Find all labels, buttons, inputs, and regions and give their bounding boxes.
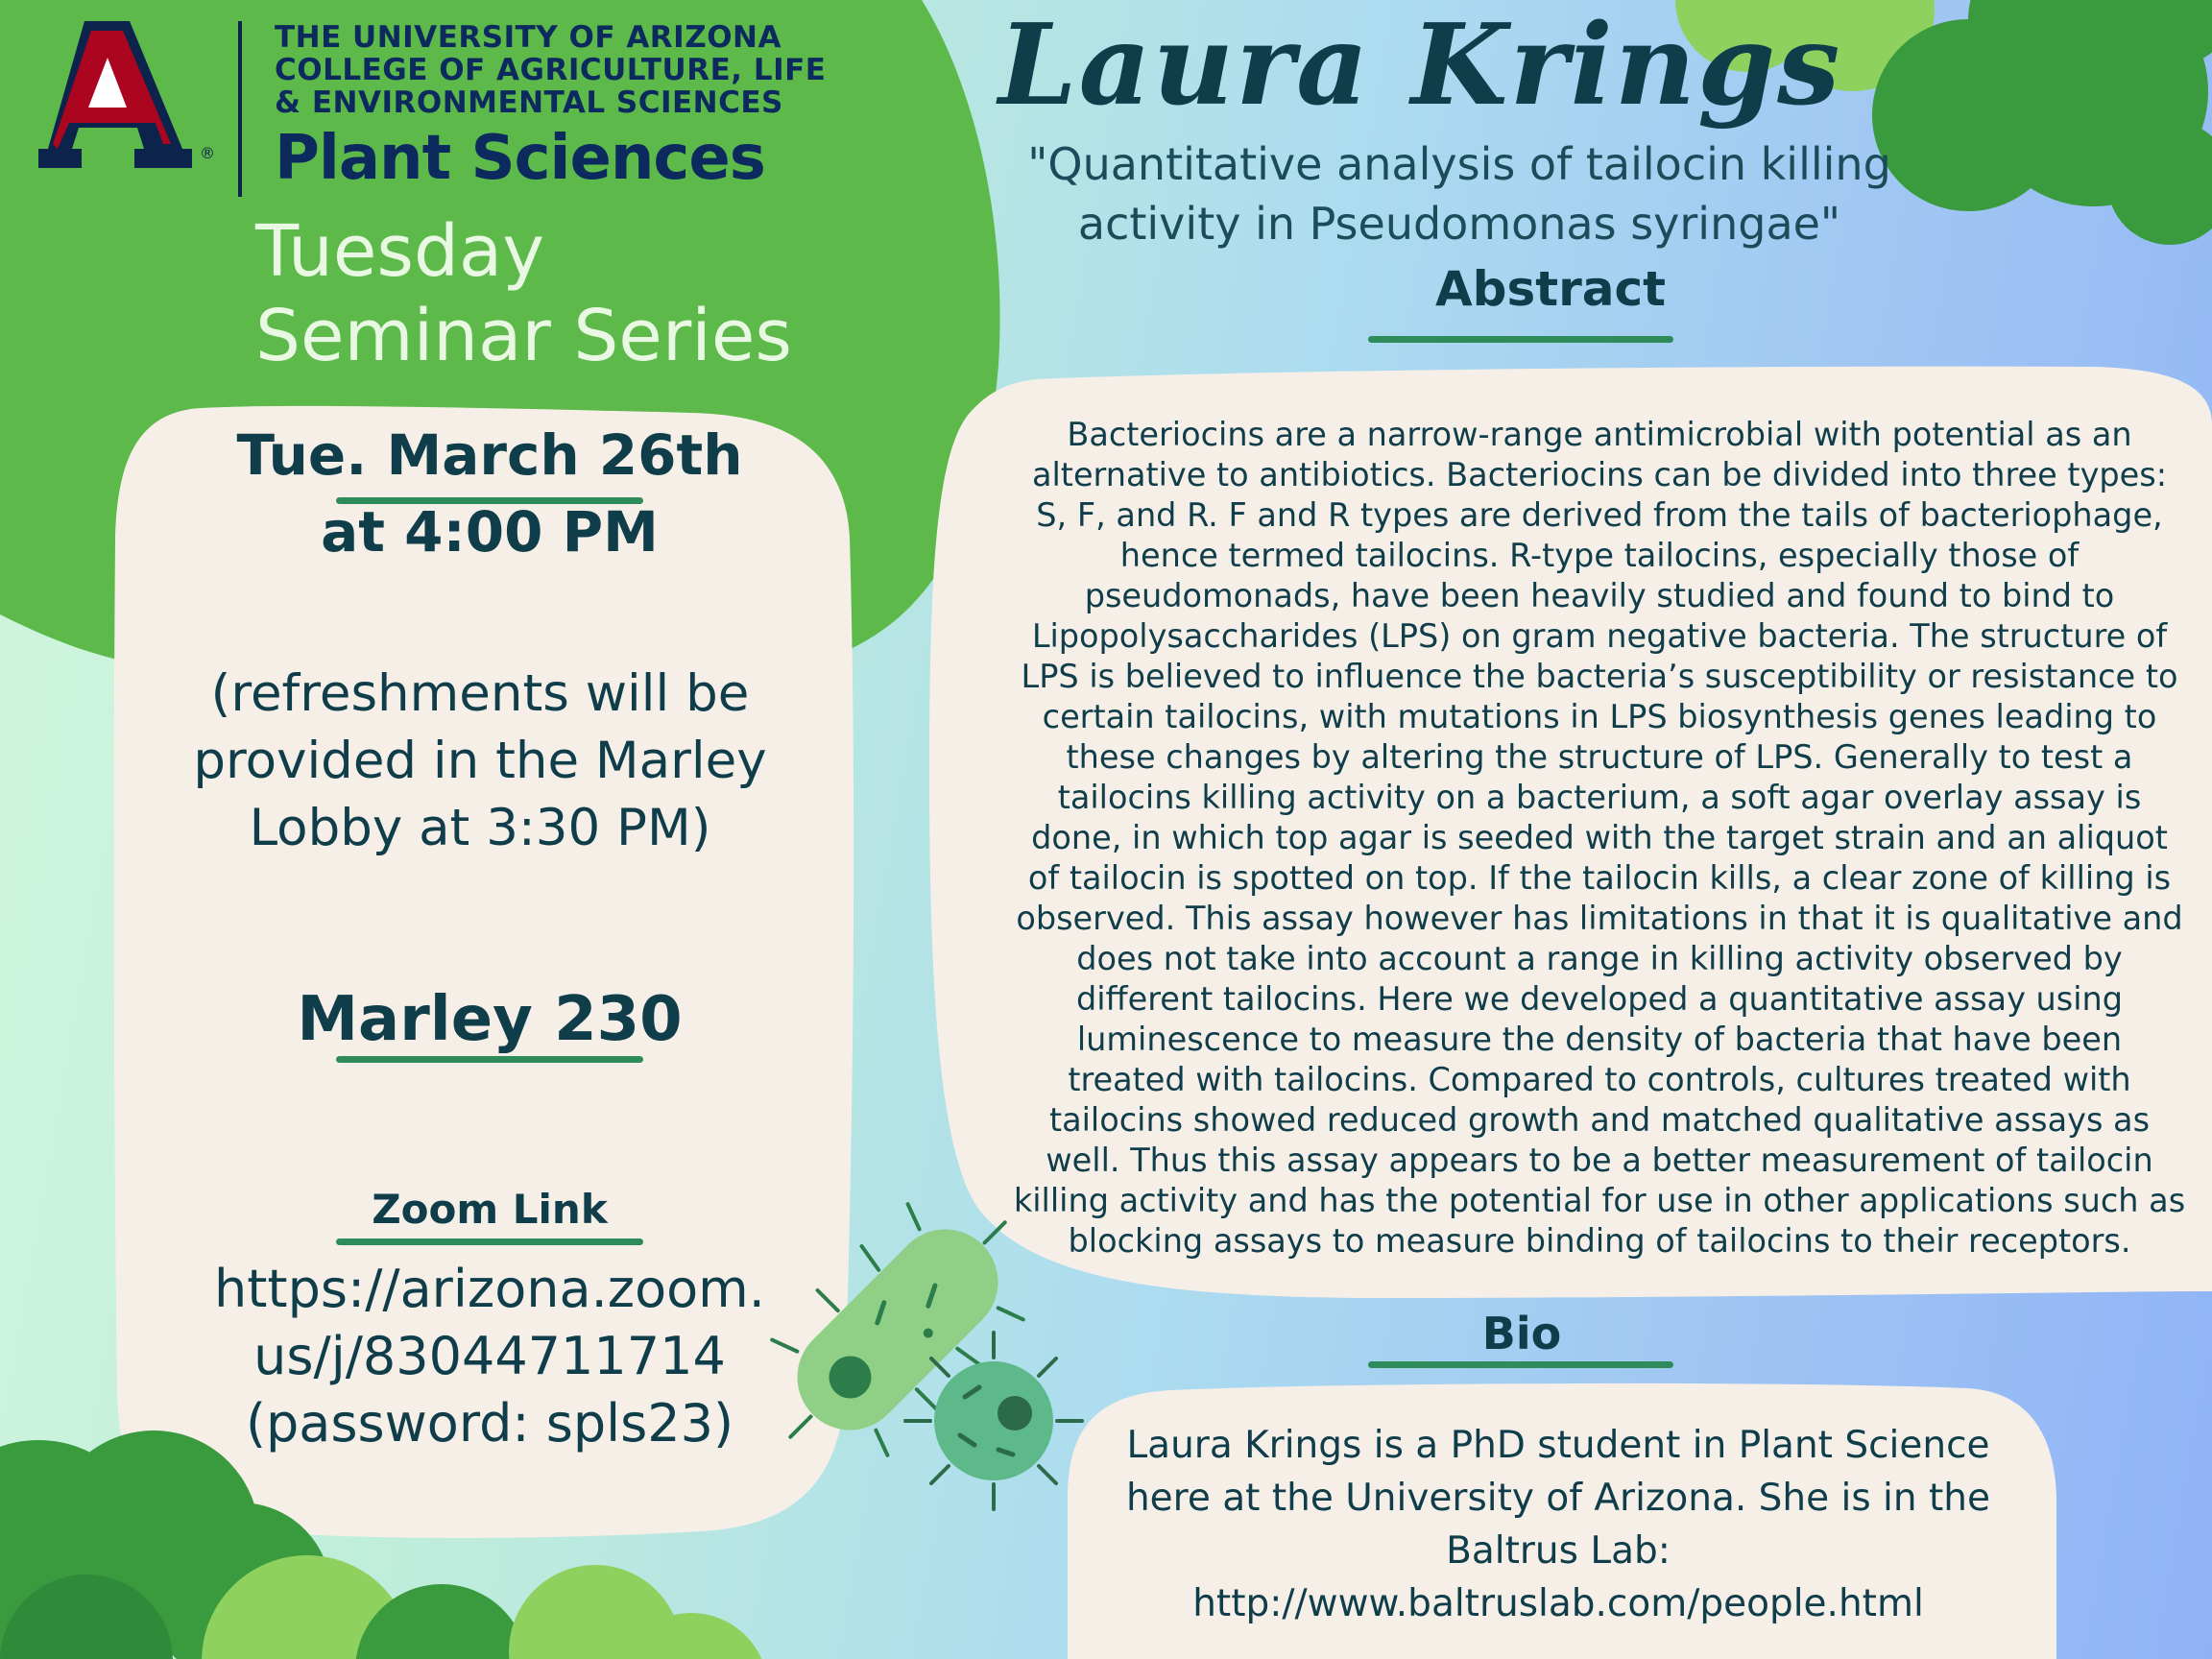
- talk-title: [998, 134, 1920, 253]
- abstract-line: blocking assays to measure binding of tailocins to their receptors.: [1068, 1222, 2131, 1260]
- refreshments-line-1: (refreshments will be: [210, 664, 750, 723]
- series-line-2: Seminar Series: [255, 295, 792, 377]
- abstract-line: S, F, and R. F and R types are derived from the tails of bacteriophage,: [1036, 496, 2163, 534]
- speaker-name: Laura Krings: [998, 0, 1842, 131]
- abstract-text: [995, 415, 2204, 1262]
- refreshments-line-3: Lobby at 3:30 PM): [249, 799, 711, 857]
- abstract-heading: Abstract: [1434, 261, 1667, 317]
- abstract-line: well. Thus this assay appears to be a better measurement of tailocin: [1046, 1142, 2153, 1179]
- bio-line: here at the University of Arizona. She is in the: [1125, 1477, 1991, 1520]
- abstract-line: observed. This assay however has limitations in that it is qualitative and: [1016, 900, 2183, 937]
- abstract-line: luminescence to measure the density of bacteria that have been: [1076, 1021, 2123, 1058]
- abstract-line: Lipopolysaccharides (LPS) on gram negative bacteria. The structure of: [1031, 617, 2168, 655]
- abstract-line: treated with tailocins. Compared to controls, cultures treated with: [1068, 1061, 2131, 1098]
- abstract-line: tailocins killing activity on a bacterium, a soft agar overlay assay is: [1057, 779, 2142, 816]
- bio-line: Laura Krings is a PhD student in Plant Science: [1126, 1424, 1990, 1467]
- zoom-heading: Zoom Link: [372, 1186, 608, 1233]
- bio-heading: Bio: [1481, 1308, 1562, 1359]
- abstract-line: certain tailocins, with mutations in LPS biosynthesis genes leading to: [1042, 698, 2157, 735]
- event-time: at 4:00 PM: [321, 499, 659, 565]
- registered-mark: ®: [200, 144, 215, 162]
- zoom-link[interactable]: [134, 1256, 845, 1457]
- refreshments-note: [125, 661, 835, 862]
- abstract-line: these changes by altering the structure of LPS. Generally to test a: [1066, 738, 2133, 776]
- department-title: Plant Sciences: [275, 123, 765, 194]
- university-line-2: COLLEGE OF AGRICULTURE, LIFE: [275, 53, 827, 87]
- university-name: [275, 21, 826, 119]
- seminar-series-title: [255, 209, 792, 378]
- series-line-1: Tuesday: [255, 210, 545, 293]
- refreshments-line-2: provided in the Marley: [193, 732, 767, 790]
- bacteria-round-icon: [905, 1333, 1082, 1509]
- abstract-line: done, in which top agar is seeded with the target strain and an aliquot: [1031, 819, 2168, 856]
- abstract-line: killing activity and has the potential for use in other applications such as: [1013, 1182, 2186, 1219]
- abstract-line: hence termed tailocins. R-type tailocins, especially those of: [1119, 537, 2080, 574]
- abstract-line: different tailocins. Here we developed a quantitative assay using: [1075, 980, 2124, 1018]
- abstract-line: of tailocin is spotted on top. If the tailocin kills, a clear zone of killing is: [1027, 859, 2172, 897]
- zoom-link-line-2[interactable]: us/j/83044711714: [253, 1326, 726, 1386]
- abstract-line: alternative to antibiotics. Bacteriocins can be divided into three types:: [1031, 456, 2168, 493]
- room-underline: [336, 1056, 643, 1063]
- zoom-link-line-1[interactable]: https://arizona.zoom.: [214, 1259, 765, 1319]
- event-room: Marley 230: [297, 984, 683, 1055]
- abstract-line: does not take into account a range in killing activity observed by: [1076, 940, 2123, 977]
- zoom-password: (password: spls23): [245, 1393, 734, 1454]
- talk-title-line-2: activity in Pseudomonas syringae": [1077, 198, 1841, 250]
- talk-title-line-1: "Quantitative analysis of tailocin killing: [1027, 138, 1891, 190]
- event-date: Tue. March 26th: [236, 422, 743, 488]
- bio-line: Baltrus Lab:: [1446, 1529, 1671, 1573]
- bio-text: [1085, 1419, 2032, 1630]
- zoom-underline: [336, 1238, 643, 1245]
- abstract-line: tailocins showed reduced growth and matched qualitative assays as: [1048, 1101, 2151, 1139]
- bio-lab-link[interactable]: http://www.baltruslab.com/people.html: [1192, 1582, 1924, 1625]
- abstract-line: pseudomonads, have been heavily studied and found to bind to: [1084, 577, 2115, 614]
- university-line-1: THE UNIVERSITY OF ARIZONA: [275, 20, 781, 55]
- abstract-line: LPS is believed to influence the bacteria’s susceptibility or resistance to: [1021, 658, 2178, 695]
- university-line-3: & ENVIRONMENTAL SCIENCES: [275, 85, 783, 120]
- bio-underline: [1368, 1361, 1673, 1368]
- abstract-underline: [1368, 336, 1673, 343]
- abstract-line: Bacteriocins are a narrow-range antimicrobial with potential as an: [1067, 416, 2132, 453]
